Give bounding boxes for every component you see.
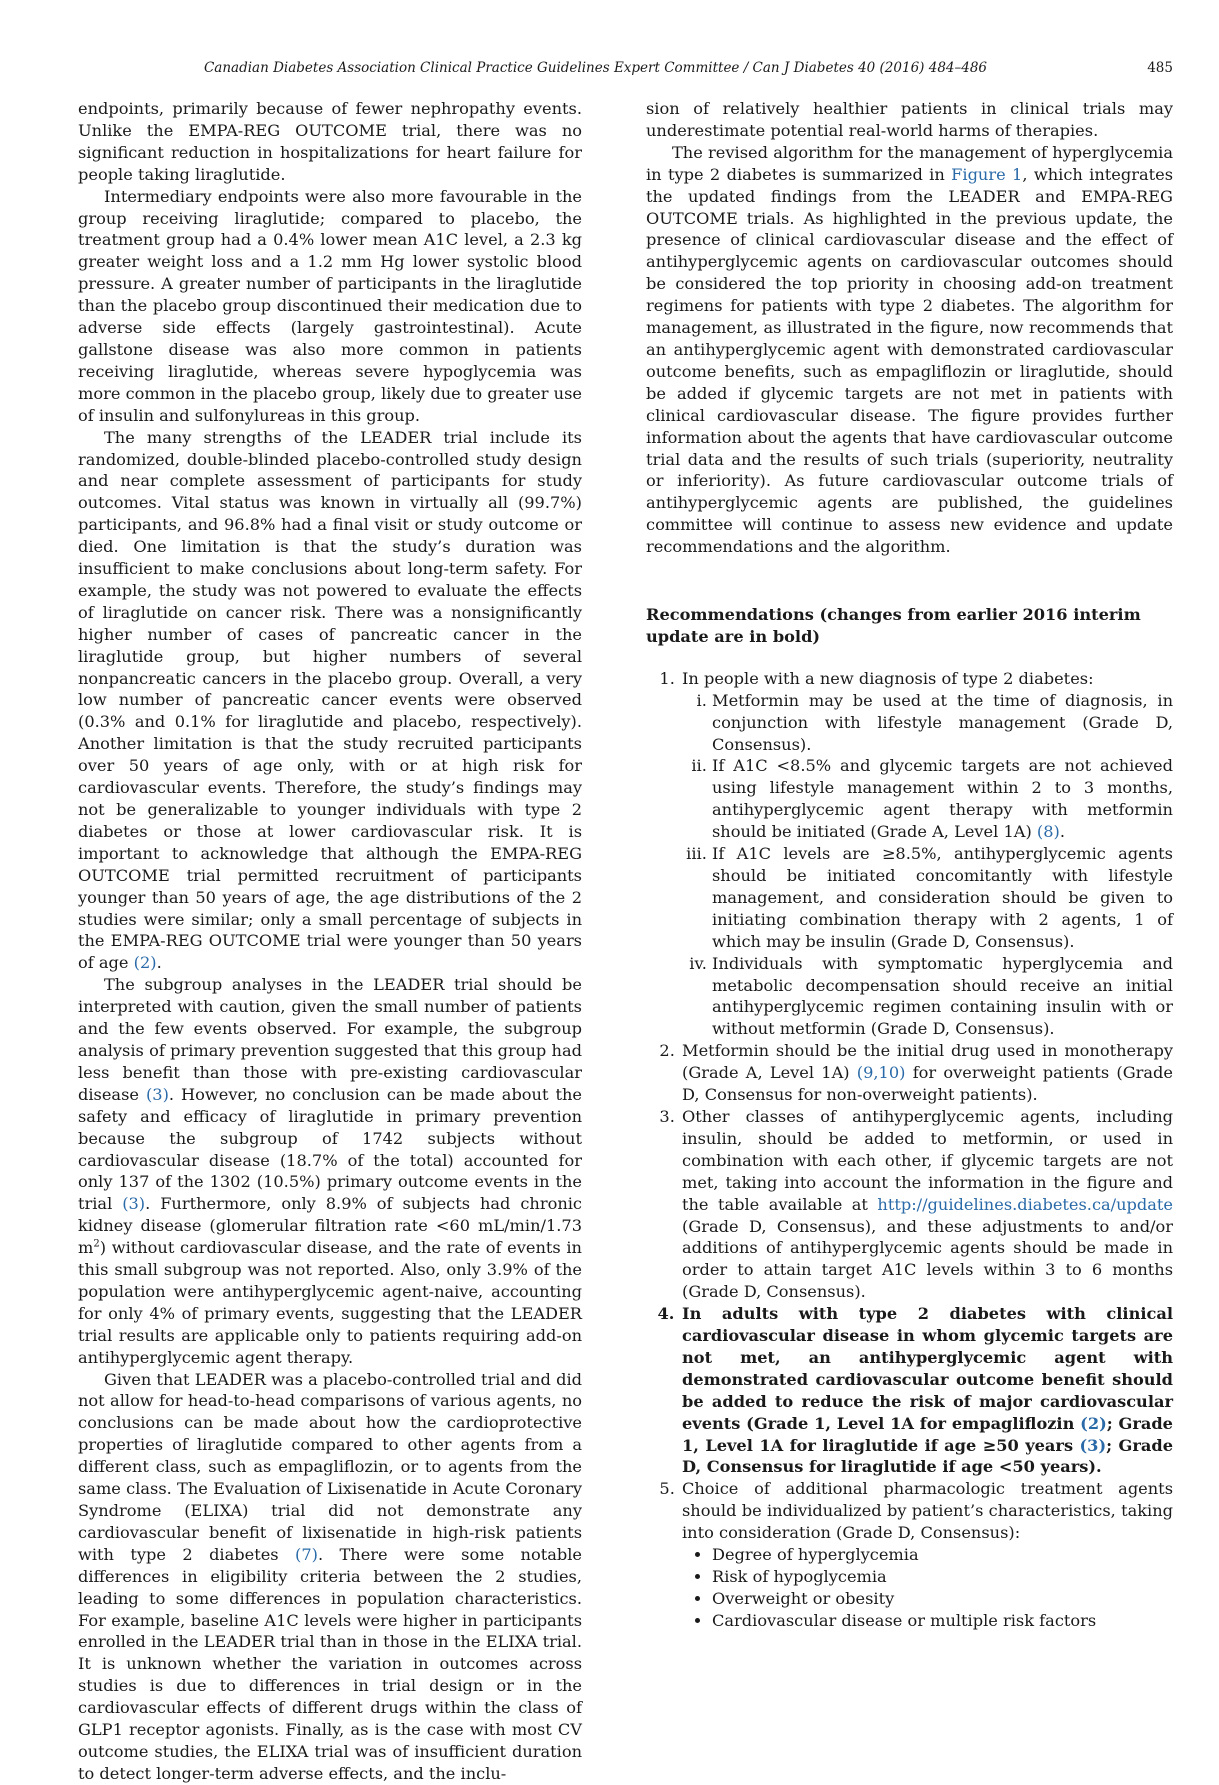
paragraph	[78, 427, 582, 975]
recommendation-item-bold	[680, 1303, 1173, 1478]
text: The subgroup analyses in the LEADER trial should be interpreted with caution, given the small number of patients and the few events observed. For example, the subgroup analysis of primary prevention suggested that this group had less benefit than those with pre-existing cardiovascular disease	[78, 975, 582, 1104]
text: for overweight patients (Grade D, Consensus for non-overweight patients).	[682, 1063, 1174, 1105]
text: . There were some notable differences in eligibility criteria between the 2 studies, leading to some differences in population characteristics. For example, baseline A1C levels were higher in participants enrolled in the LEADER trial than in those in the ELIXA trial. It is unknown whether the variation in outcomes across studies is due to differences in trial design or in the cardiovascular effects of different drugs within the class of GLP1 receptor agonists. Finally, as is the case with most CV outcome studies, the ELIXA trial was of insufficient duration to detect longer-term adverse effects, and the inclu-	[78, 1544, 582, 1783]
text: , which integrates the updated findings from the LEADER and EMPA-REG OUTCOME trials. As highlighted in the previous update, the presence of clinical cardiovascular disease and the effect of antihyperglycemic agents on cardiovascular outcomes should be considered the top priority in choosing add-on treatment regimens for patients with type 2 diabetes. The algorithm for management, as illustrated in the figure, now recommends that an antihyperglycemic agent with demonstrated cardiovascular outcome benefits, such as empagliflozin or liraglutide, should be added if glycemic targets are not met in patients with clinical cardiovascular disease. The figure provides further information about the agents that have cardiovascular outcome trial data and the results of such trials (superiority, neutrality or inferiority). As future cardiovascular outcome trials of antihyperglycemic agents are published, the guidelines committee will continue to assess new evidence and update recommendations and the algorithm.	[646, 164, 1174, 557]
paragraph	[78, 1369, 582, 1785]
text: . Furthermore, only 8.9% of subjects had chronic kidney disease (glomerular filtration rate <60 mL/min/1.73 m	[78, 1194, 582, 1258]
citation-link[interactable]: (3)	[1079, 1435, 1107, 1455]
text: Given that LEADER was a placebo-controlled trial and did not allow for head-to-head comparisons of various agents, no conclusions can be made about how the cardioprotective properties of liraglutide compared to other agents from a different class, such as empagliflozin, or to agents from the same class. The Evaluation of Lixisenatide in Acute Coronary Syndrome (ELIXA) trial did not demonstrate any cardiovascular benefit of lixisenatide in high-risk patients with type 2 diabetes	[78, 1369, 582, 1564]
page-number: 485	[1147, 60, 1173, 76]
text: The revised algorithm for the management of hyperglycemia in type 2 diabetes is summarized in	[646, 142, 1173, 184]
text: Metformin should be the initial drug used in monotherapy (Grade A, Level 1A)	[682, 1041, 1173, 1083]
citation-link[interactable]: (9,10)	[856, 1063, 906, 1083]
text: Other classes of antihyperglycemic agents, including insulin, should be added to metformin, or used in combination with each other, if glycemic targets are not met, taking into account the information in the figure and the table available at	[682, 1106, 1173, 1214]
figure-link[interactable]: Figure 1	[951, 164, 1023, 184]
text: .	[1059, 822, 1066, 842]
bullet-item: • Overweight or obesity	[712, 1588, 1173, 1610]
text: ) without cardiovascular disease, and the rate of events in this small subgroup was not reported. Also, only 3.9% of the population were antihyperglycemic agent-naive, accounting for only 4% of primary events, suggesting that the LEADER trial results are applicable only to patients requiring add-on antihyperglycemic agent therapy.	[78, 1238, 582, 1367]
text: If A1C <8.5% and glycemic targets are not achieved using lifestyle management within 2 to 3 months, antihyperglycemic agent therapy with metformin should be initiated (Grade A, Level 1A)	[712, 756, 1173, 842]
citation-link[interactable]: (2)	[1080, 1413, 1107, 1433]
recommendations-list	[646, 668, 1173, 1632]
paragraph	[646, 142, 1173, 558]
recommendation-item	[680, 1106, 1173, 1303]
bullet-item: • Risk of hypoglycemia	[712, 1566, 1173, 1588]
text: ; Grade 1, Level 1A for liraglutide if age ≥50 years	[682, 1413, 1173, 1455]
recommendations-heading: Recommendations (changes from earlier 2016 interim update are in bold)	[646, 605, 1141, 646]
bullet-item: • Degree of hyperglycemia	[712, 1544, 1173, 1566]
citation-link[interactable]: (3)	[145, 1084, 169, 1104]
paragraph: sion of relatively healthier patients in clinical trials may underestimate potential real-world harms of therapies.	[646, 99, 1173, 140]
sub-recommendation-item	[712, 755, 1173, 843]
text: . However, no conclusion can be made about the safety and efficacy of liraglutide in primary prevention because the subgroup of 1742 subjects without cardiovascular disease (18.7% of the total) accounted for only 137 of the 1302 (10.5%) primary outcome events in the trial	[78, 1084, 582, 1214]
sub-recommendations-list	[682, 690, 1173, 1041]
citation-link[interactable]: (3)	[122, 1194, 146, 1214]
right-column	[646, 98, 1173, 1632]
citation-link[interactable]: (8)	[1036, 822, 1060, 842]
paragraph	[78, 974, 582, 1368]
text: Choice of additional pharmacologic treatment agents should be individualized by patient’s characteristics, taking into consideration (Grade D, Consensus):	[682, 1479, 1173, 1543]
recommendation-item	[680, 668, 1173, 1040]
guidelines-url-link[interactable]: http://guidelines.diabetes.ca/update	[877, 1194, 1173, 1214]
running-header	[78, 60, 1173, 84]
paragraph: endpoints, primarily because of fewer nephropathy events. Unlike the EMPA-REG OUTCOME trial, there was no significant reduction in hospitalizations for heart failure for people taking liraglutide.	[78, 99, 582, 184]
text: In people with a new diagnosis of type 2 diabetes:	[682, 668, 1094, 688]
recommendation-item	[680, 1478, 1173, 1631]
paragraph: Intermediary endpoints were also more favourable in the group receiving liraglutide; compared to placebo, the treatment group had a 0.4% lower mean A1C level, a 2.3 kg greater weight loss and a 1.2 mm Hg lower systolic blood pressure. A greater number of participants in the liraglutide than the placebo group discontinued their medication due to adverse side effects (largely gastrointestinal). Acute gallstone disease was also more common in patients receiving liraglutide, whereas severe hypoglycemia was more common in the placebo group, likely due to greater use of insulin and sulfonylureas in this group.	[78, 186, 582, 425]
sub-recommendation-item: i. Metformin may be used at the time of diagnosis, in conjunction with lifestyle management (Grade D, Consensus).	[712, 690, 1173, 756]
left-column	[78, 98, 582, 1785]
text: The many strengths of the LEADER trial include its randomized, double-blinded placebo-controlled study design and near complete assessment of participants for study outcomes. Vital status was known in virtually all (99.7%) participants, and 96.8% had a final visit or study outcome or died. One limitation is that the study’s duration was insufficient to make conclusions about long-term safety. For example, the study was not powered to evaluate the effects of liraglutide on cancer risk. There was a nonsignificantly higher number of cases of pancreatic cancer in the liraglutide group, but higher numbers of several nonpancreatic cancers in the placebo group. Overall, a very low number of pancreatic cancer events were observed (0.3% and 0.1% for liraglutide and placebo, respectively). Another limitation is that the study recruited participants over 50 years of age only, with or at high risk for cardiovascular events. Therefore, the study’s findings may not be generalizable to younger individuals with type 2 diabetes or those at lower cardiovascular risk. It is important to acknowledge that although the EMPA-REG OUTCOME trial permitted recruitment of participants younger than 50 years of age, the age distributions of the 2 studies were similar; only a small percentage of subjects in the EMPA-REG OUTCOME trial were younger than 50 years of age	[78, 427, 582, 973]
citation-link[interactable]: (7)	[295, 1544, 318, 1564]
journal-citation: Canadian Diabetes Association Clinical Practice Guidelines Expert Committee / Can J Diabetes 40 (2016) 484–486	[203, 60, 988, 76]
text: .	[156, 953, 162, 973]
text: In adults with type 2 diabetes with clinical cardiovascular disease in whom glycemic targets are not met, an antihyperglycemic agent with demonstrated cardiovascular outcome benefit should be added to reduce the risk of major cardiovascular events (Grade 1, Level 1A for empagliflozin	[682, 1304, 1173, 1433]
bullet-item: • Cardiovascular disease or multiple risk factors	[712, 1610, 1173, 1632]
citation-link[interactable]: (2)	[133, 953, 157, 973]
bullet-list	[682, 1544, 1173, 1632]
recommendation-item	[680, 1040, 1173, 1106]
text: ; Grade D, Consensus for liraglutide if age <50 years).	[682, 1435, 1173, 1477]
sub-recommendation-item: iv. Individuals with symptomatic hyperglycemia and metabolic decompensation should receive an initial antihyperglycemic regimen containing insulin with or without metformin (Grade D, Consensus).	[712, 953, 1173, 1041]
sub-recommendation-item: iii. If A1C levels are ≥8.5%, antihyperglycemic agents should be initiated concomitantly with lifestyle management, and consideration should be given to initiating combination therapy with 2 agents, 1 of which may be insulin (Grade D, Consensus).	[712, 843, 1173, 953]
text: (Grade D, Consensus), and these adjustments to and/or additions of antihyperglycemic agents should be made in order to attain target A1C levels within 3 to 6 months (Grade D, Consensus).	[682, 1216, 1173, 1302]
superscript: 2	[93, 1238, 100, 1250]
